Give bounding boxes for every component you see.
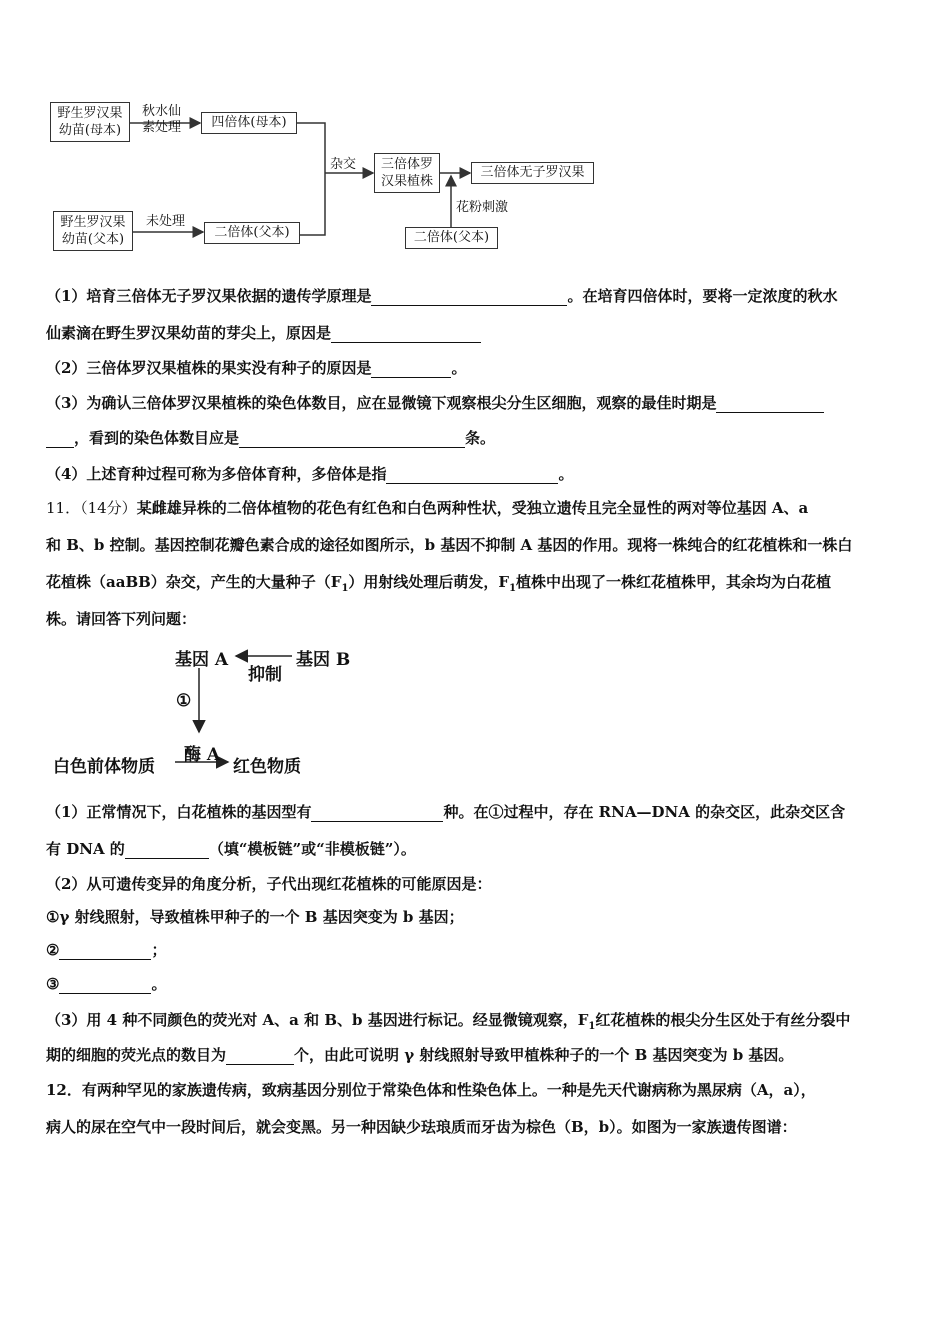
pollen-label: 花粉刺激 bbox=[456, 200, 509, 215]
text: 仙素滴在野生罗汉果幼苗的芽尖上，原因是 bbox=[46, 324, 332, 342]
text: ； bbox=[151, 941, 167, 959]
text: 个，由此可说明 γ 射线照射导致甲植株种子的一个 B 基因突变为 b 基因。 bbox=[294, 1046, 794, 1064]
box-text: 野生罗汉果 bbox=[60, 215, 126, 230]
text: ，看到的染色体数目应是 bbox=[74, 429, 240, 447]
text: （4）上述育种过程可称为多倍体育种，多倍体是指 bbox=[46, 465, 387, 483]
label-text: 素处理 bbox=[142, 120, 182, 135]
text: 。 bbox=[151, 975, 167, 993]
box-text: 三倍体无子罗汉果 bbox=[480, 165, 585, 180]
box-text: 野生罗汉果 bbox=[57, 106, 123, 121]
q12-line2 bbox=[46, 1117, 916, 1137]
box-text: 幼苗(母本) bbox=[58, 123, 122, 138]
subscript: 1 bbox=[588, 1021, 596, 1032]
text: （3）为确认三倍体罗汉果植株的染色体数目，应在显微镜下观察根尖分生区细胞，观察的最佳时期是 bbox=[46, 394, 717, 412]
q11-item2-reason2 bbox=[46, 940, 916, 960]
enzyme-a-label: 酶 A bbox=[184, 745, 221, 765]
text: 种。在①过程中，存在 RNA—DNA 的杂交区，此杂交区含 bbox=[443, 803, 846, 821]
text: 病人的尿在空气中一段时间后，就会变黑。另一种因缺少珐琅质而牙齿为棕色（B，b）。如图为一家族遗传图谱： bbox=[46, 1118, 797, 1136]
box-text: 二倍体(父本) bbox=[214, 225, 290, 240]
text: 株。请回答下列问题： bbox=[46, 610, 197, 628]
inhibit-label: 抑制 bbox=[248, 665, 282, 685]
subscript: 1 bbox=[509, 583, 517, 594]
gene-b-label: 基因 B bbox=[296, 650, 351, 670]
text: （2）从可遗传变异的角度分析，子代出现红花植株的可能原因是： bbox=[46, 875, 492, 893]
q11-item1-line2 bbox=[46, 839, 916, 859]
box-text: 三倍体罗 bbox=[380, 157, 433, 172]
cross-label: 杂交 bbox=[330, 157, 357, 172]
box-text: 幼苗(父本) bbox=[61, 232, 125, 247]
text: 条。 bbox=[465, 429, 496, 447]
q11-item1-line1 bbox=[46, 802, 916, 822]
text: 和 B、b 控制。基因控制花瓣色素合成的途径如图所示，b 基因不抑制 A 基因的作用。现将一株纯合的红花植株和一株白 bbox=[46, 536, 853, 554]
answer-blank[interactable] bbox=[125, 843, 209, 859]
text: （1）培育三倍体无子罗汉果依据的遗传学原理是 bbox=[46, 287, 372, 305]
text: 12．有两种罕见的家族遗传病，致病基因分别位于常染色体和性染色体上。一种是先天代谢病称为黑尿病（A，a）， bbox=[46, 1081, 816, 1099]
text: 。 bbox=[558, 465, 574, 483]
text: （3）用 4 种不同颜色的荧光对 A、a 和 B、b 基因进行标记。经显微镜观察，F bbox=[46, 1011, 589, 1029]
q11-item3-line1 bbox=[46, 1010, 916, 1037]
box-text: 汉果植株 bbox=[380, 174, 433, 189]
text: 某雌雄异株的二倍体植物的花色有红色和白色两种性状，受独立遗传且完全显性的两对等位基因 A、a bbox=[136, 499, 809, 517]
text: 。在培育四倍体时，要将一定浓度的秋水 bbox=[567, 287, 838, 305]
q11-item3-line2 bbox=[46, 1045, 916, 1065]
step1-label: ① bbox=[176, 691, 192, 711]
untreated-label: 未处理 bbox=[146, 214, 186, 229]
text: 。 bbox=[451, 359, 467, 377]
text: 有 DNA 的 bbox=[46, 840, 125, 858]
answer-blank[interactable] bbox=[311, 806, 443, 822]
text: 红花植株的根尖分生区处于有丝分裂中 bbox=[595, 1011, 851, 1029]
answer-blank[interactable] bbox=[59, 944, 151, 960]
product-label: 红色物质 bbox=[233, 757, 301, 777]
text: （填“模板链”或“非模板链”）。 bbox=[208, 840, 416, 858]
q12-line1 bbox=[46, 1080, 916, 1100]
text: （1）正常情况下，白花植株的基因型有 bbox=[46, 803, 312, 821]
question-number: 11． bbox=[46, 499, 81, 517]
label-text: 秋水仙 bbox=[142, 104, 182, 119]
box-text: 四倍体(母本) bbox=[211, 115, 287, 130]
answer-blank[interactable] bbox=[59, 978, 151, 994]
text: ①γ 射线照射，导致植株甲种子的一个 B 基因突变为 b 基因； bbox=[46, 908, 464, 926]
box-text: 二倍体(父本) bbox=[413, 230, 490, 245]
text: （2）三倍体罗汉果植株的果实没有种子的原因是 bbox=[46, 359, 372, 377]
precursor-label: 白色前体物质 bbox=[53, 757, 155, 777]
text: 花植株（aaBB）杂交，产生的大量种子（F bbox=[46, 573, 342, 591]
q11-item2 bbox=[46, 874, 916, 894]
gene-a-label: 基因 A bbox=[175, 650, 229, 670]
text: ③ bbox=[46, 975, 60, 993]
subscript: 1 bbox=[341, 583, 349, 594]
q11-item2-reason1 bbox=[46, 907, 916, 927]
text: ② bbox=[46, 941, 60, 959]
answer-blank[interactable] bbox=[226, 1049, 294, 1065]
q11-item2-reason3 bbox=[46, 974, 916, 994]
question-score: （14分） bbox=[80, 499, 137, 517]
text: ）用射线处理后萌发，F bbox=[348, 573, 510, 591]
text: 期的细胞的荧光点的数目为 bbox=[46, 1046, 227, 1064]
text: 植株中出现了一株红花植株甲，其余均为白花植 bbox=[516, 573, 832, 591]
